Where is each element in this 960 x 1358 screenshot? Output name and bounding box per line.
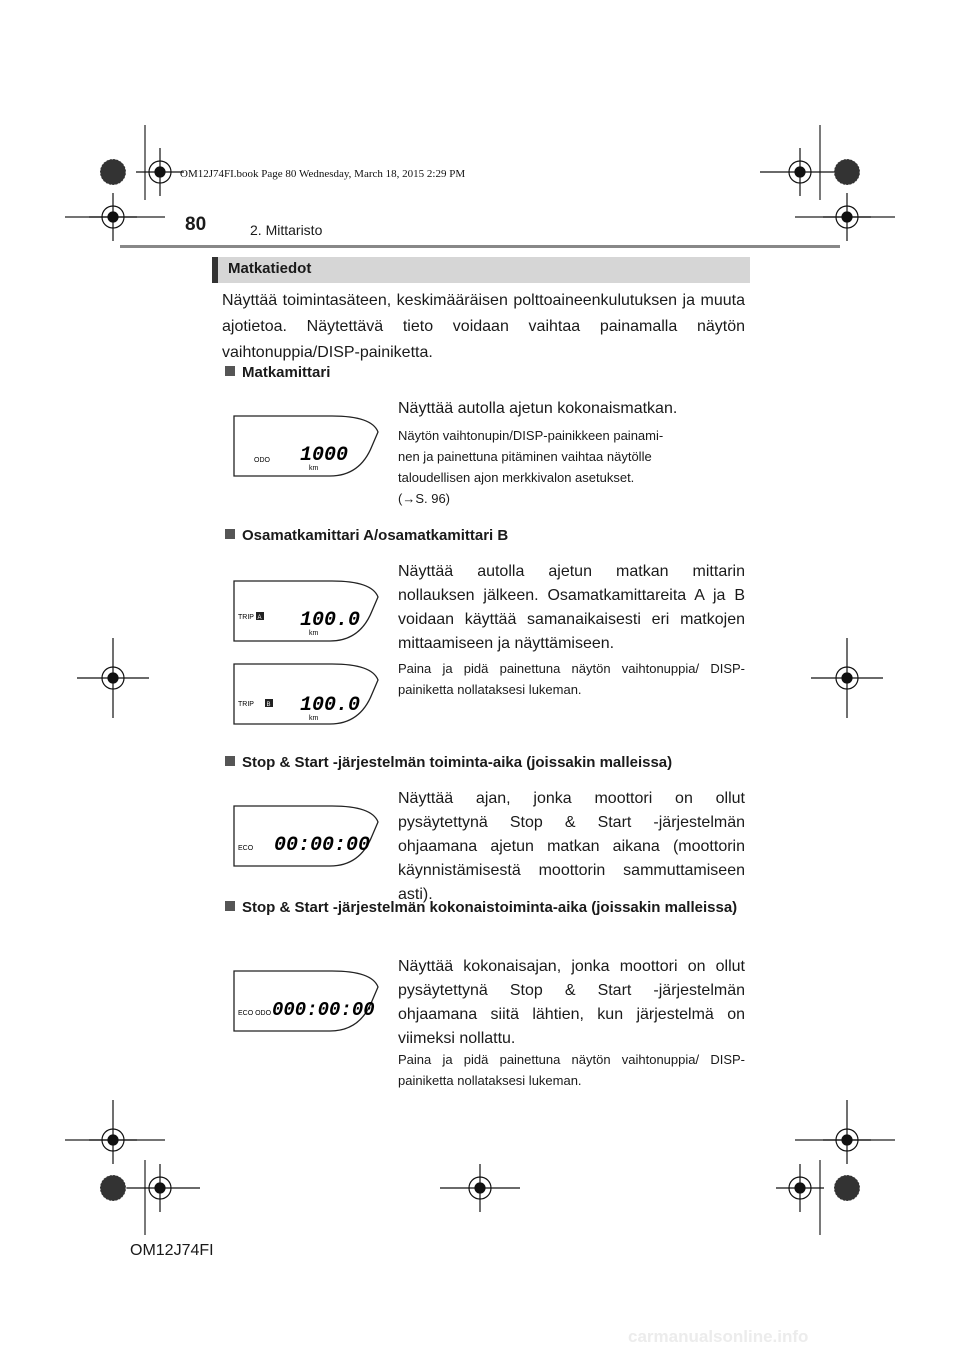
svg-text:km: km <box>309 630 319 637</box>
svg-text:TRIP: TRIP <box>238 614 254 621</box>
svg-text:ECO ODO: ECO ODO <box>238 1010 272 1017</box>
svg-text:1000: 1000 <box>300 444 349 467</box>
section-title: Matkatiedot <box>228 260 312 277</box>
item-description: Näyttää ajan, jonka moottori on ollut pysäytettynä Stop & Start -järjestelmän ohjaamana ajetun matkan aikana (moottorin käynnistämisestä moottorin sammuttamiseen asti). <box>398 790 745 903</box>
item-note: Paina ja pidä painettuna näytön vaihtonuppia/ DISP-painiketta nollataksesi lukeman. <box>398 661 745 697</box>
book-info-line: OM12J74FI.book Page 80 Wednesday, March 18, 2015 2:29 PM <box>180 168 466 180</box>
svg-text:000:00:00: 000:00:00 <box>272 999 375 1021</box>
item-note: Näytön vaihtonupin/DISP-painikkeen painami- nen ja painettuna pitäminen vaihtaa näytölle taloudellisen ajon merkkivalon asetukset. (→S. 96) <box>398 428 664 506</box>
trip-a-display <box>232 575 380 643</box>
watermark: carmanualsonline.info <box>628 1327 809 1346</box>
svg-text:A: A <box>257 615 262 621</box>
eco-time-display <box>232 800 380 868</box>
square-bullet-icon <box>225 756 235 766</box>
item-description: Näyttää autolla ajetun matkan mittarin nollauksen jälkeen. Osamatkamittareita A ja B voidaan käyttää samanaikaisesti eri matkojen mittaamiseen ja näyttämiseen. <box>398 563 745 652</box>
svg-text:B: B <box>266 702 271 708</box>
section-header <box>212 257 750 283</box>
page-number: 80 <box>185 214 207 235</box>
trip-b-display <box>232 658 380 726</box>
item-heading: Stop & Start -järjestelmän toiminta-aika (joissakin malleissa) <box>225 751 672 775</box>
odometer-display <box>232 410 380 478</box>
square-bullet-icon <box>225 901 235 911</box>
svg-text:ECO: ECO <box>238 845 254 852</box>
item-description: Näyttää kokonaisajan, jonka moottori on ollut pysäytettynä Stop & Start -järjestelmän ohjaamana siitä lähtien, kun järjestelmä on viimeksi nollattu. <box>398 958 745 1047</box>
item-note: Paina ja pidä painettuna näytön vaihtonuppia/ DISP-painiketta nollataksesi lukeman. <box>398 1052 745 1088</box>
svg-text:100.0: 100.0 <box>300 694 361 717</box>
eco-odo-display <box>232 965 380 1033</box>
item-heading: Stop & Start -järjestelmän kokonaistoiminta-aika (joissakin malleissa) <box>225 896 762 920</box>
svg-text:ODO: ODO <box>254 457 270 464</box>
item-heading: Osamatkamittari A/osamatkamittari B <box>225 524 508 548</box>
svg-text:TRIP: TRIP <box>238 701 254 708</box>
svg-text:00:00:00: 00:00:00 <box>274 834 371 857</box>
header-rule <box>120 245 840 248</box>
intro-paragraph: Näyttää toimintasäteen, keskimääräisen polttoaineenkulutuksen ja muuta ajotietoa. Näytettävä tieto voidaan vaihtaa painamalla näytön vaihtonuppia/DISP-painiketta. <box>222 292 745 361</box>
item-description: Näyttää autolla ajetun kokonaismatkan. <box>398 400 678 417</box>
svg-text:km: km <box>309 715 319 722</box>
chapter-title: 2. Mittaristo <box>250 222 323 238</box>
footer-code: OM12J74FI <box>130 1242 214 1259</box>
square-bullet-icon <box>225 366 235 376</box>
square-bullet-icon <box>225 529 235 539</box>
svg-text:100.0: 100.0 <box>300 609 361 632</box>
svg-text:km: km <box>309 465 319 472</box>
item-heading: Matkamittari <box>225 361 330 385</box>
